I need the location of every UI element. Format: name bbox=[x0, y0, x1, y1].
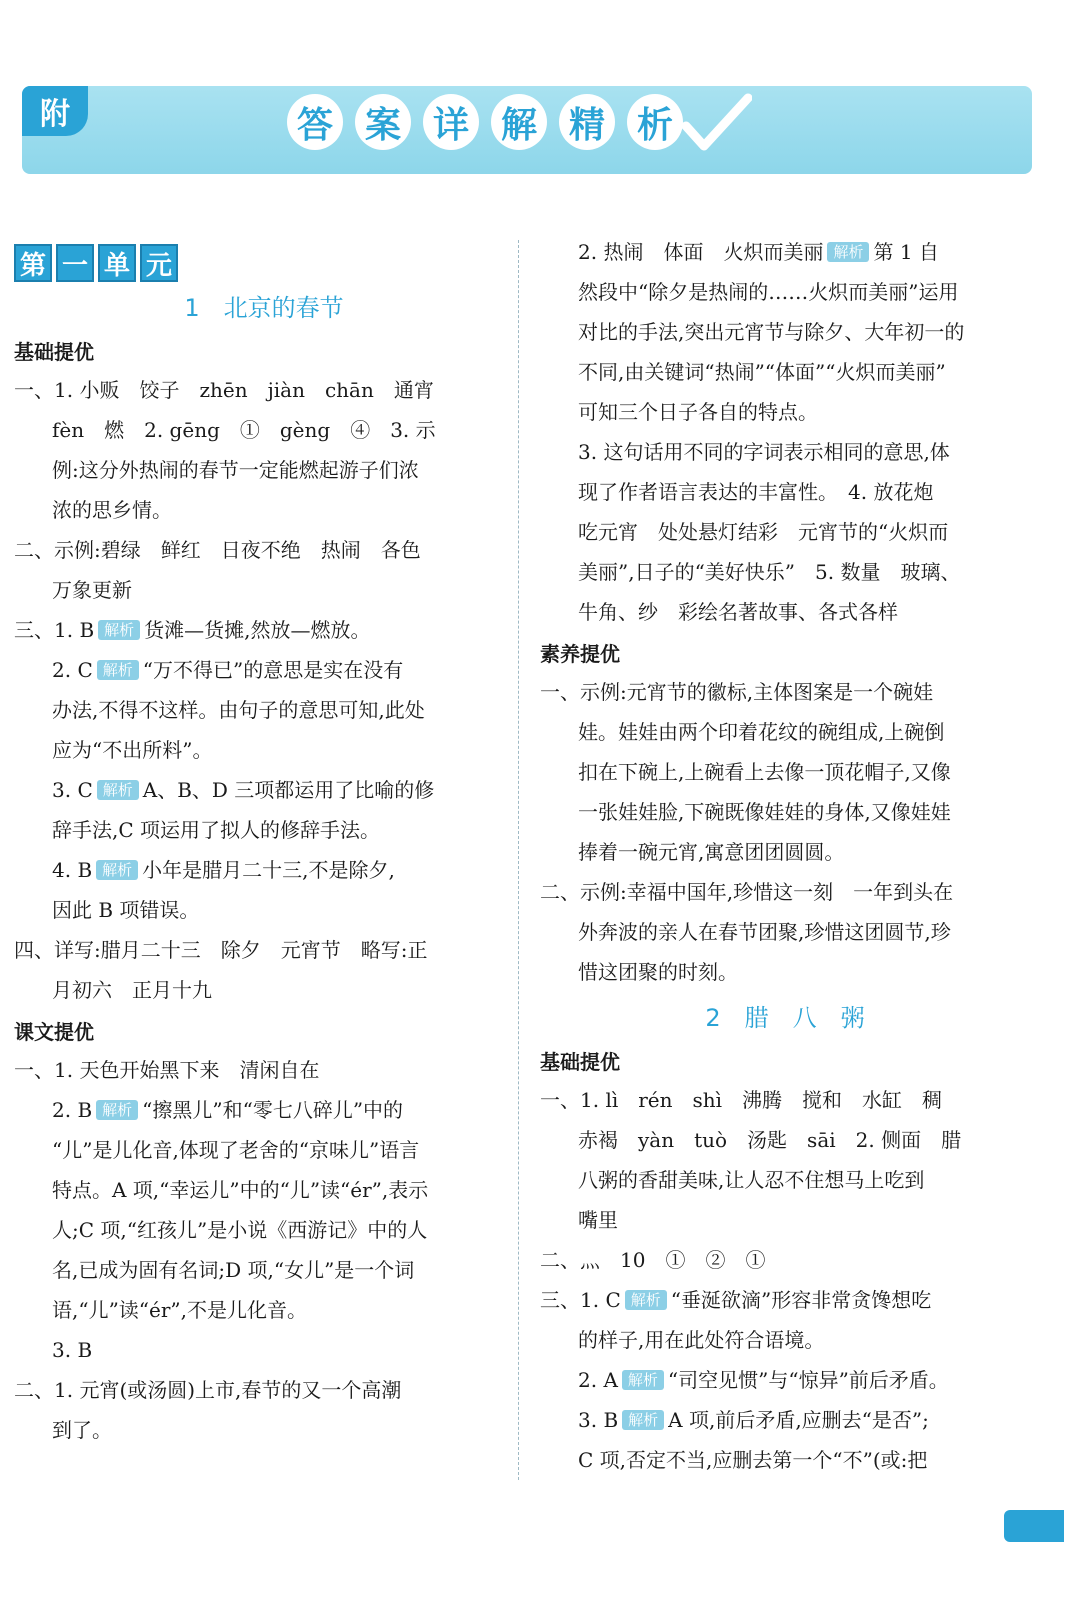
right-answer-list bbox=[540, 232, 1030, 1480]
answer-line bbox=[540, 552, 1030, 592]
answer-text: 一、1. lì rén shì 沸腾 搅和 水缸 稠 bbox=[540, 1088, 943, 1112]
banner-title-char: 解 bbox=[491, 94, 547, 150]
answer-text: “万不得已”的意思是实在没有 bbox=[142, 658, 404, 682]
answer-line bbox=[14, 1050, 514, 1090]
answer-line bbox=[540, 1080, 1030, 1120]
answer-text: “擦黑儿”和“零七八碎儿”中的 bbox=[142, 1098, 404, 1122]
answer-text: 赤褐 yàn tuò 汤匙 sāi 2. 侧面 腊 bbox=[578, 1128, 962, 1152]
section-title: 基础提优 bbox=[14, 340, 94, 364]
unit-heading-char: 一 bbox=[56, 244, 94, 282]
answer-text: 一张娃娃脸,下碗既像娃娃的身体,又像娃娃 bbox=[578, 800, 951, 824]
answer-text: 特点。A 项,“幸运儿”中的“儿”读“ér”,表示 bbox=[52, 1178, 429, 1202]
answer-text: 语,“儿”读“ér”,不是儿化音。 bbox=[52, 1298, 308, 1322]
answer-text: 3. 这句话用不同的字词表示相同的意思,体 bbox=[578, 440, 950, 464]
answer-text: 二、1. 元宵(或汤圆)上市,春节的又一个高潮 bbox=[14, 1378, 402, 1402]
answer-line bbox=[540, 1400, 1030, 1440]
answer-number: 3. C bbox=[52, 778, 93, 802]
answer-text: 可知三个日子各自的特点。 bbox=[578, 400, 818, 424]
answer-line bbox=[540, 1160, 1030, 1200]
banner-title-char: 详 bbox=[423, 94, 479, 150]
answer-line bbox=[540, 872, 1030, 912]
answer-text: 人;C 项,“红孩儿”是小说《西游记》中的人 bbox=[52, 1218, 428, 1242]
answer-text: 娃。娃娃由两个印着花纹的碗组成,上碗倒 bbox=[578, 720, 945, 744]
unit-heading-char: 第 bbox=[14, 244, 52, 282]
answer-number: 2. C bbox=[52, 658, 93, 682]
banner-title-char: 析 bbox=[627, 94, 683, 150]
answer-line bbox=[14, 610, 514, 650]
unit-heading bbox=[14, 244, 514, 282]
analysis-tag: 解析 bbox=[96, 860, 138, 880]
answer-number: 2. A bbox=[578, 1368, 618, 1392]
answer-line bbox=[540, 312, 1030, 352]
analysis-tag: 解析 bbox=[97, 780, 139, 800]
answer-text: “司空见惯”与“惊异”前后矛盾。 bbox=[667, 1368, 949, 1392]
answer-line bbox=[14, 530, 514, 570]
answer-line bbox=[14, 850, 514, 890]
answer-line bbox=[14, 890, 514, 930]
answer-line bbox=[540, 232, 1030, 272]
answer-line bbox=[540, 832, 1030, 872]
answer-text: 例:这分外热闹的春节一定能燃起游子们浓 bbox=[52, 458, 419, 482]
answer-line bbox=[540, 1320, 1030, 1360]
lesson-title: 1 北京的春节 bbox=[184, 294, 344, 322]
answer-line bbox=[14, 1250, 514, 1290]
answer-line bbox=[540, 792, 1030, 832]
answer-text: 不同,由关键词“热闹”“体面”“火炽而美丽” bbox=[578, 360, 946, 384]
answer-text: 浓的思乡情。 bbox=[52, 498, 172, 522]
answer-text: 应为“不出所料”。 bbox=[52, 738, 213, 762]
answer-text: 小年是腊月二十三,不是除夕, bbox=[142, 858, 395, 882]
answer-text: 嘴里 bbox=[578, 1208, 618, 1232]
answer-text: 第 1 自 bbox=[873, 240, 939, 264]
answer-text: 现了作者语言表达的丰富性。 4. 放花炮 bbox=[578, 480, 934, 504]
answer-text: 外奔波的亲人在春节团聚,珍惜这团圆节,珍 bbox=[578, 920, 951, 944]
answer-text: 牛角、纱 彩绘名著故事、各式各样 bbox=[578, 600, 898, 624]
answer-line bbox=[540, 952, 1030, 992]
answer-text: 一、示例:元宵节的徽标,主体图案是一个碗娃 bbox=[540, 680, 934, 704]
unit-heading-char: 元 bbox=[140, 244, 178, 282]
analysis-tag: 解析 bbox=[98, 620, 140, 640]
answer-text: 月初六 正月十九 bbox=[52, 978, 212, 1002]
answer-text: 一、1. 小贩 饺子 zhēn jiàn chān 通宵 bbox=[14, 378, 434, 402]
answer-number: 三、1. C bbox=[540, 1288, 621, 1312]
answer-text: 3. B bbox=[52, 1338, 93, 1362]
unit-heading-char: 单 bbox=[98, 244, 136, 282]
answer-line bbox=[540, 1240, 1030, 1280]
column-divider bbox=[518, 240, 519, 1480]
answer-text: 捧着一碗元宵,寓意团团圆圆。 bbox=[578, 840, 845, 864]
answer-line bbox=[14, 1170, 514, 1210]
answer-text: 然段中“除夕是热闹的……火炽而美丽”运用 bbox=[578, 280, 959, 304]
answer-text: 吃元宵 处处悬灯结彩 元宵节的“火炽而 bbox=[578, 520, 949, 544]
answer-text: fèn 燃 2. gēng ① gèng ④ 3. 示 bbox=[52, 418, 436, 442]
answer-line bbox=[540, 712, 1030, 752]
banner-title bbox=[287, 94, 683, 150]
analysis-tag: 解析 bbox=[625, 1290, 667, 1310]
answer-text: 扣在下碗上,上碗看上去像一顶花帽子,又像 bbox=[578, 760, 951, 784]
answer-line bbox=[14, 970, 514, 1010]
answer-text: 的样子,用在此处符合语境。 bbox=[578, 1328, 825, 1352]
answer-line bbox=[14, 1210, 514, 1250]
answer-line bbox=[540, 1360, 1030, 1400]
answer-line bbox=[14, 410, 514, 450]
answer-line bbox=[14, 1130, 514, 1170]
left-answer-list bbox=[14, 288, 514, 1450]
answer-line bbox=[540, 912, 1030, 952]
answer-text: 八粥的香甜美味,让人忍不住想马上吃到 bbox=[578, 1168, 925, 1192]
analysis-tag: 解析 bbox=[622, 1410, 664, 1430]
answer-text: 万象更新 bbox=[52, 578, 132, 602]
left-column bbox=[14, 232, 514, 1500]
answer-text: 货滩—货摊,然放—燃放。 bbox=[144, 618, 371, 642]
answer-line bbox=[14, 570, 514, 610]
answer-text: 到了。 bbox=[52, 1418, 112, 1442]
answer-line bbox=[540, 352, 1030, 392]
answer-line bbox=[540, 432, 1030, 472]
section-title: 基础提优 bbox=[540, 1050, 620, 1074]
answer-text: 二、示例:碧绿 鲜红 日夜不绝 热闹 各色 bbox=[14, 538, 421, 562]
answer-line bbox=[14, 650, 514, 690]
answer-text: 美丽”,日子的“美好快乐” 5. 数量 玻璃、 bbox=[578, 560, 961, 584]
answer-text: 惜这团聚的时刻。 bbox=[578, 960, 738, 984]
answer-line bbox=[540, 272, 1030, 312]
banner-title-char: 精 bbox=[559, 94, 615, 150]
banner-title-char: 案 bbox=[355, 94, 411, 150]
checkmark-icon bbox=[682, 92, 752, 152]
answer-line bbox=[14, 770, 514, 810]
answer-line bbox=[540, 472, 1030, 512]
answer-line bbox=[540, 592, 1030, 632]
answer-text: C 项,否定不当,应删去第一个“不”(或:把 bbox=[578, 1448, 928, 1472]
answer-text: 二、灬 10 ① ② ① bbox=[540, 1248, 766, 1272]
answer-text: 四、详写:腊月二十三 除夕 元宵节 略写:正 bbox=[14, 938, 428, 962]
answer-line bbox=[14, 1410, 514, 1450]
answer-line bbox=[540, 392, 1030, 432]
answer-line bbox=[14, 730, 514, 770]
answer-line bbox=[14, 690, 514, 730]
appendix-badge: 附 bbox=[22, 86, 88, 136]
answer-line bbox=[540, 752, 1030, 792]
answer-text: 二、示例:幸福中国年,珍惜这一刻 一年到头在 bbox=[540, 880, 954, 904]
answer-text: 一、1. 天色开始黑下来 清闲自在 bbox=[14, 1058, 320, 1082]
answer-text: 对比的手法,突出元宵节与除夕、大年初一的 bbox=[578, 320, 965, 344]
answer-line bbox=[540, 1280, 1030, 1320]
section-title: 课文提优 bbox=[14, 1020, 94, 1044]
answer-line bbox=[14, 1290, 514, 1330]
answer-text: 因此 B 项错误。 bbox=[52, 898, 200, 922]
page-corner-tab bbox=[1004, 1510, 1064, 1542]
answer-line bbox=[540, 1120, 1030, 1160]
answer-line bbox=[14, 490, 514, 530]
answer-line bbox=[540, 1200, 1030, 1240]
right-column bbox=[540, 232, 1030, 1500]
answer-line bbox=[14, 1090, 514, 1130]
answer-text: 名,已成为固有名词;D 项,“女儿”是一个词 bbox=[52, 1258, 415, 1282]
answer-number: 3. B bbox=[578, 1408, 619, 1432]
analysis-tag: 解析 bbox=[96, 1100, 138, 1120]
analysis-tag: 解析 bbox=[622, 1370, 664, 1390]
section-title: 素养提优 bbox=[540, 642, 620, 666]
answer-line bbox=[14, 810, 514, 850]
answer-line bbox=[540, 672, 1030, 712]
answer-text: 辞手法,C 项运用了拟人的修辞手法。 bbox=[52, 818, 381, 842]
answer-text: 办法,不得不这样。由句子的意思可知,此处 bbox=[52, 698, 425, 722]
banner-title-char: 答 bbox=[287, 94, 343, 150]
answer-text: A 项,前后矛盾,应删去“是否”; bbox=[668, 1408, 929, 1432]
answer-text: A、B、D 三项都运用了比喻的修 bbox=[142, 778, 435, 802]
answer-text: “垂涎欲滴”形容非常贪馋想吃 bbox=[670, 1288, 932, 1312]
answer-line bbox=[14, 370, 514, 410]
analysis-tag: 解析 bbox=[827, 242, 869, 262]
answer-line bbox=[14, 1330, 514, 1370]
answer-text: “儿”是儿化音,体现了老舍的“京味儿”语言 bbox=[52, 1138, 420, 1162]
answer-number: 2. 热闹 体面 火炽而美丽 bbox=[578, 240, 824, 264]
answer-line bbox=[540, 1440, 1030, 1480]
lesson-title: 2 腊 八 粥 bbox=[705, 1004, 865, 1032]
answer-line bbox=[14, 1370, 514, 1410]
answer-line bbox=[540, 512, 1030, 552]
answer-number: 2. B bbox=[52, 1098, 93, 1122]
analysis-tag: 解析 bbox=[97, 660, 139, 680]
answer-number: 4. B bbox=[52, 858, 93, 882]
answer-line bbox=[14, 930, 514, 970]
answer-line bbox=[14, 450, 514, 490]
title-banner bbox=[22, 86, 1032, 174]
answer-number: 三、1. B bbox=[14, 618, 95, 642]
